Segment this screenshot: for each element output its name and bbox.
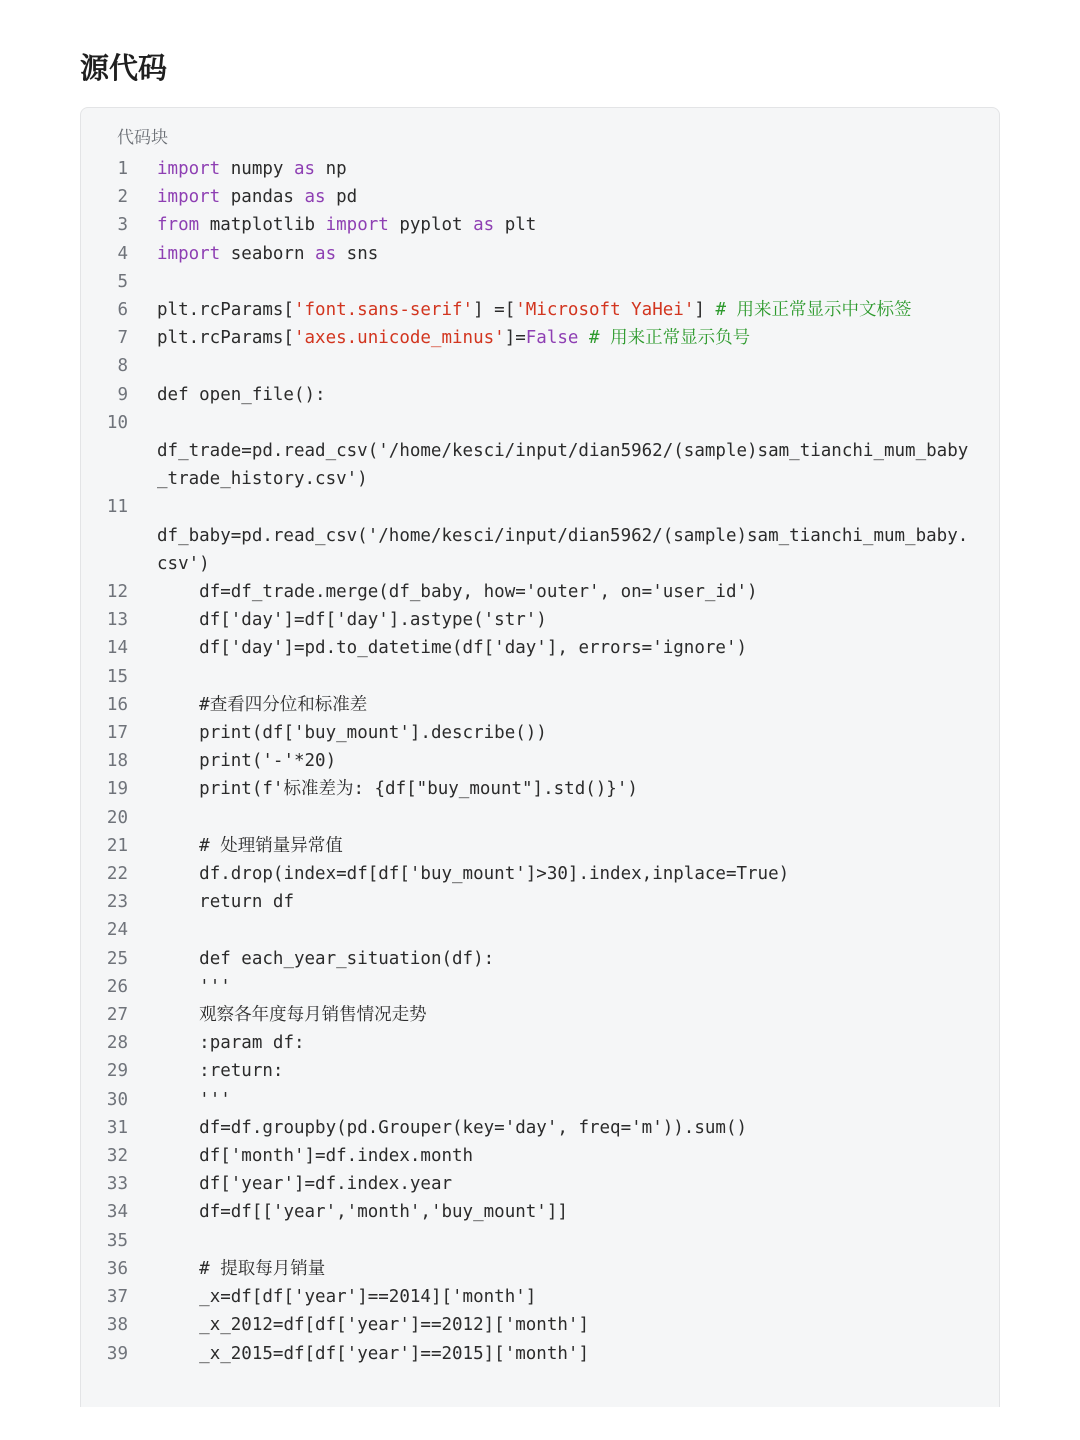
code-text: [128, 1198, 970, 1226]
line-number: 15: [106, 666, 128, 687]
code-token: ]: [694, 300, 716, 321]
line-number: 21: [106, 835, 128, 856]
code-token: plt.rcParams[: [157, 328, 294, 349]
code-token: df['day']=df['day'].astype('str'): [157, 610, 547, 631]
code-token: df.drop(index=df[df['buy_mount']>30].index,inplace=True): [157, 864, 790, 885]
code-line: [81, 381, 999, 409]
code-token: _x_2015=df[df['year']==2015]['month']: [157, 1343, 589, 1364]
code-line: [81, 1086, 999, 1114]
code-text: [128, 945, 970, 973]
code-text: [128, 1340, 970, 1368]
line-number: 20: [106, 807, 128, 828]
code-text: [128, 691, 970, 719]
code-text: [128, 268, 970, 296]
code-line: [81, 1114, 999, 1142]
code-text: [128, 916, 970, 944]
line-number: 35: [106, 1230, 128, 1251]
code-text: [128, 1114, 970, 1142]
line-number: 28: [106, 1033, 128, 1054]
code-token: plt: [494, 215, 537, 236]
code-keyword: import: [325, 215, 389, 236]
code-token: df['day']=pd.to_datetime(df['day'], errors='ignore'): [157, 638, 748, 659]
code-text: [128, 973, 970, 1001]
line-number: 16: [106, 694, 128, 715]
code-token: #查看四分位和标准差: [157, 694, 368, 715]
code-token: :return:: [157, 1061, 284, 1082]
code-token: [578, 328, 589, 348]
code-line: [81, 691, 999, 719]
code-token: 观察各年度每月销售情况走势: [157, 1005, 427, 1026]
line-number: 24: [106, 920, 128, 941]
code-text: [128, 352, 970, 380]
code-token: pandas: [220, 187, 305, 208]
code-line: [81, 240, 999, 268]
line-number: 38: [106, 1315, 128, 1336]
code-line: [81, 1311, 999, 1339]
code-line: [81, 1001, 999, 1029]
line-number: 17: [106, 723, 128, 744]
code-token: ]=: [504, 328, 526, 349]
code-line: [81, 747, 999, 775]
code-line: [81, 1227, 999, 1255]
line-number: 32: [106, 1146, 128, 1167]
code-text: [128, 1170, 970, 1198]
line-number: 27: [106, 1005, 128, 1026]
code-keyword: as: [473, 215, 495, 236]
line-number: 10: [106, 412, 128, 433]
code-token: seaborn: [220, 243, 316, 264]
code-keyword: import: [157, 243, 221, 264]
code-line: [81, 832, 999, 860]
code-text: [128, 1086, 970, 1114]
line-number: 7: [117, 328, 128, 349]
code-token: :param df:: [157, 1033, 305, 1054]
line-number: 12: [106, 582, 128, 603]
code-text: [128, 155, 970, 183]
code-text: [128, 606, 970, 634]
code-text: [128, 775, 970, 803]
code-keyword: from: [157, 215, 200, 236]
code-token: ''': [157, 976, 231, 997]
code-token: df_trade=pd.read_csv('/home/kesci/input/dian5962/(sample)sam_tianchi_mum_baby_trade_history.csv'): [157, 441, 969, 490]
code-line: [81, 578, 999, 606]
code-text: [128, 211, 970, 239]
code-line: [81, 1170, 999, 1198]
line-number: 9: [117, 384, 128, 405]
code-text: [128, 634, 970, 662]
code-block-label: 代码块: [117, 128, 168, 148]
line-number: 8: [117, 356, 128, 377]
code-text: [128, 719, 970, 747]
code-token: df=df.groupby(pd.Grouper(key='day', freq='m')).sum(): [157, 1117, 748, 1138]
code-keyword: as: [315, 243, 337, 264]
code-text: [128, 1227, 970, 1255]
code-token: np: [315, 159, 347, 179]
code-keyword: as: [304, 187, 326, 208]
line-number: 14: [106, 638, 128, 659]
code-lines[interactable]: [81, 155, 999, 1368]
code-token: _x_2012=df[df['year']==2012]['month']: [157, 1315, 589, 1336]
code-token: # 提取每月销量: [157, 1258, 326, 1279]
line-number: 5: [117, 271, 128, 292]
code-token: sns: [336, 243, 379, 264]
code-token: def each_year_situation(df):: [157, 948, 495, 969]
code-line: [81, 352, 999, 380]
code-line: [81, 945, 999, 973]
line-number: 13: [106, 610, 128, 631]
code-line: [81, 663, 999, 691]
code-line: [81, 606, 999, 634]
code-line: [81, 1029, 999, 1057]
code-text: [128, 183, 970, 211]
code-line: [81, 1340, 999, 1368]
code-token: pd: [325, 187, 358, 208]
code-text: [128, 1029, 970, 1057]
page-title: 源代码: [80, 51, 168, 85]
code-line: [81, 493, 999, 578]
code-text: [128, 1283, 970, 1311]
code-line: [81, 775, 999, 803]
code-token: def open_file():: [157, 384, 326, 405]
code-text: [128, 888, 970, 916]
code-text: [128, 324, 970, 352]
code-token: plt.rcParams[: [157, 300, 294, 321]
line-number: 11: [106, 497, 128, 518]
code-text: [128, 1255, 970, 1283]
code-token: # 处理销量异常值: [157, 835, 343, 856]
line-number: 25: [106, 948, 128, 969]
code-line: [81, 211, 999, 239]
code-token: df_baby=pd.read_csv('/home/kesci/input/dian5962/(sample)sam_tianchi_mum_baby.csv'): [157, 525, 969, 574]
code-line: [81, 1255, 999, 1283]
code-line: [81, 409, 999, 494]
line-number: 1: [117, 159, 128, 179]
code-token: df=df[['year','month','buy_mount']]: [157, 1202, 568, 1223]
code-comment: # 用来正常显示中文标签: [715, 300, 912, 321]
code-keyword: as: [293, 159, 316, 179]
code-string: 'Microsoft YaHei': [515, 300, 695, 321]
code-line: [81, 860, 999, 888]
code-keyword: import: [157, 187, 221, 208]
line-number: 4: [117, 243, 128, 264]
code-line: [81, 183, 999, 211]
code-line: [81, 973, 999, 1001]
code-line: [81, 1057, 999, 1085]
line-number: 22: [106, 864, 128, 885]
code-token: print('-'*20): [157, 751, 337, 772]
code-line: [81, 916, 999, 944]
code-token: numpy: [220, 159, 294, 179]
code-text: [128, 240, 970, 268]
code-token: print(df['buy_mount'].describe()): [157, 723, 547, 744]
code-text: [128, 1142, 970, 1170]
code-token: matplotlib: [199, 215, 326, 236]
code-text: [128, 1001, 970, 1029]
line-number: 30: [106, 1089, 128, 1110]
code-line: [81, 1283, 999, 1311]
code-line: [81, 324, 999, 352]
code-text: [128, 747, 970, 775]
code-comment: # 用来正常显示负号: [589, 328, 751, 349]
code-text: [128, 1311, 970, 1339]
code-keyword: import: [157, 159, 221, 179]
code-line: [81, 888, 999, 916]
code-line: [81, 296, 999, 324]
code-text: [128, 296, 970, 324]
code-line: [81, 804, 999, 832]
line-number: 33: [106, 1174, 128, 1195]
code-token: df['year']=df.index.year: [157, 1174, 453, 1195]
line-number: 39: [106, 1343, 128, 1364]
line-number: 18: [106, 751, 128, 772]
line-number: 3: [117, 215, 128, 236]
code-token: ] =[: [473, 300, 516, 321]
line-number: 29: [106, 1061, 128, 1082]
code-keyword: False: [525, 328, 579, 349]
line-number: 37: [106, 1287, 128, 1308]
code-token: return df: [157, 892, 294, 913]
code-line: [81, 155, 999, 183]
code-token: _x=df[df['year']==2014]['month']: [157, 1287, 537, 1308]
code-string: 'font.sans-serif': [293, 300, 474, 321]
code-text: [128, 381, 970, 409]
code-text: [128, 1057, 970, 1085]
code-line: [81, 634, 999, 662]
code-token: df=df_trade.merge(df_baby, how='outer', on='user_id'): [157, 582, 758, 603]
code-line: [81, 1198, 999, 1226]
line-number: 2: [117, 187, 128, 208]
code-text: [128, 832, 970, 860]
code-token: ''': [157, 1089, 231, 1110]
line-number: 31: [106, 1117, 128, 1138]
line-number: 6: [117, 300, 128, 321]
code-text: [128, 663, 970, 691]
code-line: [81, 268, 999, 296]
code-token: df['month']=df.index.month: [157, 1146, 474, 1167]
code-text: [128, 578, 970, 606]
code-text: [128, 804, 970, 832]
code-text: [128, 860, 970, 888]
code-text: [128, 409, 970, 494]
code-line: [81, 1142, 999, 1170]
code-token: print(f'标准差为: {df["buy_mount"].std()}'): [157, 779, 638, 800]
code-block[interactable]: [80, 107, 1000, 1407]
code-token: pyplot: [388, 215, 474, 236]
line-number: 23: [106, 892, 128, 913]
line-number: 36: [106, 1258, 128, 1279]
code-text: [128, 493, 970, 578]
code-string: 'axes.unicode_minus': [293, 328, 505, 349]
line-number: 34: [106, 1202, 128, 1223]
line-number: 19: [106, 779, 128, 800]
line-number: 26: [106, 976, 128, 997]
code-line: [81, 719, 999, 747]
